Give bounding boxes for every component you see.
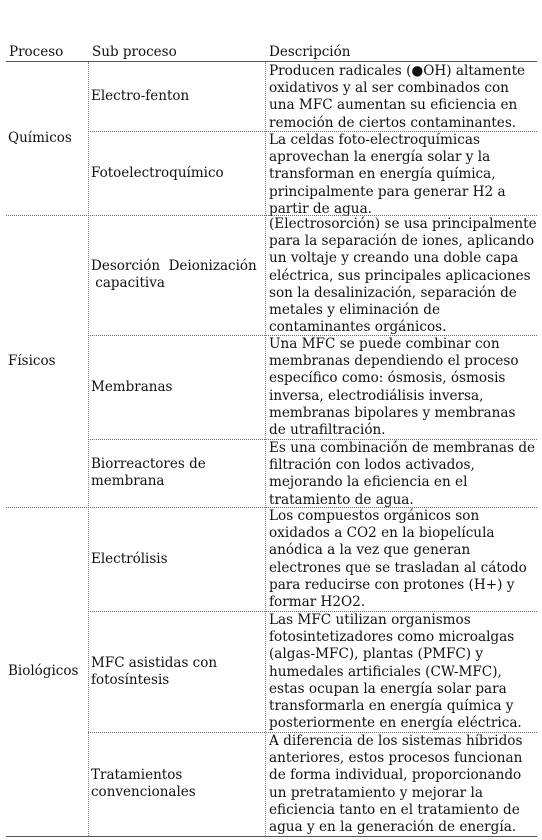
category-quimicos: Químicos	[8, 130, 72, 146]
subprocess-fotoelectroquimico: Fotoelectroquímico	[91, 164, 224, 181]
header-process: Proceso	[9, 44, 64, 60]
subprocess-tratamientos: Tratamientos convencionales	[91, 767, 196, 800]
header-subprocess: Sub proceso	[92, 44, 177, 60]
description-fotoelectroquimico: La celdas foto-electroquímicas aprovechan la energía solar y la transforman en energía química, principalmente para generar H2 a partir de agua.	[269, 132, 506, 217]
description-desorcion: (Electrosorción) se usa principalmente para la separación de iones, aplicando un voltaje y creando una doble capa eléctrica, sus principales aplicaciones son la desalinización, separación de metales y eliminación de contaminantes orgánicos.	[269, 216, 537, 336]
description-electrolisis: Los compuestos orgánicos son oxidados a CO2 en la biopelícula anódica a la vez que generan electrones que se trasladan al cátodo para reducirse con protones (H+) y formar H2O2.	[269, 508, 527, 611]
process-table	[6, 42, 537, 836]
column-divider-2	[265, 62, 266, 836]
subprocess-electro-fenton: Electro-fenton	[91, 88, 190, 104]
category-fisicos: Físicos	[8, 352, 56, 369]
bottom-rule	[6, 836, 537, 837]
description-biorreactores: Es una combinación de membranas de filtración con lodos activados, mejorando la eficiencia en el tratamiento de agua.	[269, 440, 536, 508]
description-tratamientos: A diferencia de los sistemas híbridos anteriores, estos procesos funcionan de forma individual, proporcionando un pretratamiento y mejorar la eficiencia tanto en el tratamiento de agua y en la generación de energía.	[269, 733, 523, 836]
column-divider-1	[88, 62, 89, 836]
description-electro-fenton: Producen radicales (●OH) altamente oxidativos y al ser combinados con una MFC aumentan su eficiencia en remoción de ciertos contaminantes.	[269, 63, 526, 131]
subprocess-membranas: Membranas	[91, 378, 173, 395]
subprocess-mfc-fotosintesis: MFC asistidas con fotosíntesis	[91, 654, 218, 688]
header-description: Descripción	[269, 44, 351, 60]
subprocess-electrolisis: Electrólisis	[91, 550, 168, 567]
category-biologicos: Biológicos	[8, 663, 79, 679]
subprocess-desorcion: Desorción Deionización capacitiva	[91, 258, 257, 291]
description-membranas: Una MFC se puede combinar con membranas dependiendo el proceso específico como: ósmosis, ósmosis inversa, electrodiálisis inversa, membranas bipolares y membranas de utrafiltración.	[269, 336, 519, 439]
description-mfc-fotosintesis: Las MFC utilizan organismos fotosintetizadores como microalgas (algas-MFC), plantas (PMFC) y humedales artificiales (CW-MFC), estas ocupan la energía solar para transformarla en energía química y posteriormente en energía eléctrica.	[269, 612, 522, 732]
subprocess-biorreactores: Biorreactores de membrana	[91, 456, 206, 489]
